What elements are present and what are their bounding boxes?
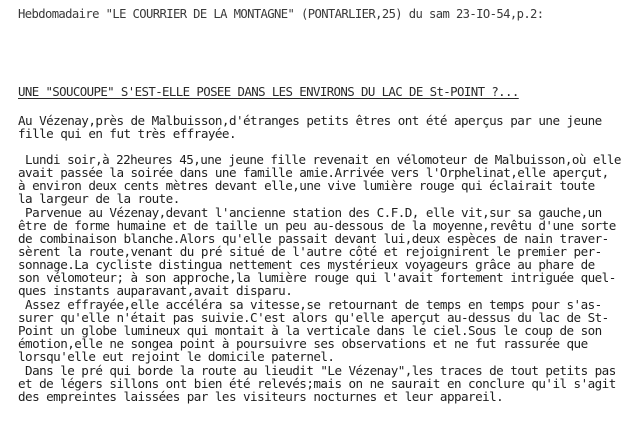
article-title: UNE "SOUCOUPE" S'EST-ELLE POSEE DANS LES ENVIRONS DU LAC DE St-POINT ?... [18,84,519,99]
article-line: ques instants auparavant,avait disparu. [18,283,293,298]
article-line: Dans le pré qui borde la route au lieudit "Le Vézenay",les traces de tout petits pas [18,363,616,378]
article-line: avait passée la soirée dans une famille amie.Arrivée vers l'Orphelinat,elle aperçut, [18,165,609,180]
document-header: Hebdomadaire "LE COURRIER DE LA MONTAGNE" (PONTARLIER,25) du sam 23-IO-54,p.2: [18,7,544,21]
article-line: son vélomoteur; à son approche,la lumière rouge qui l'avait fortement intriguée quel- [18,270,616,285]
article-line: à environ deux cents mètres devant elle,une vive lumière rouge qui éclairait toute [18,178,595,193]
article-line: fille qui en fut très effrayée. [18,126,236,141]
article-line: Parvenue au Vézenay,devant l'ancienne station des C.F.D, elle vit,sur sa gauche,un [18,205,602,220]
article-line: sèrent la route,venant du pré situé de l'autre côté et rejoignirent le premier per- [18,244,602,259]
article-line: Au Vézenay,près de Malbuisson,d'étranges petits êtres ont été aperçus par une jeune [18,113,602,128]
article-line: surer qu'elle n'était pas suivie.C'est alors qu'elle aperçut au-dessus du lac de St- [18,310,609,325]
article-line: la largeur de la route. [18,191,180,206]
article-line: Lundi soir,à 22heures 45,une jeune fille revenait en vélomoteur de Malbuisson,où elle [18,152,621,167]
article-line: des empreintes laissées par les visiteurs nocturnes et leur appareil. [18,389,504,404]
article-line: de combinaison blanche.Alors qu'elle passait devant lui,deux espèces de nain traver- [18,231,609,246]
article-line: Point un globe lumineux qui montait à la verticale dans le ciel.Sous le coup de son [18,323,602,338]
article-line: sonnage.La cycliste distingua nettement ces mystérieux voyageurs grâce au phare de [18,257,595,272]
article-line: et de légers sillons ont bien été relevés;mais on ne saurait en conclure qu'il s'agit [18,376,616,391]
article-line: lorsqu'elle eut rejoint le domicile paternel. [18,349,335,364]
article-line: Assez effrayée,elle accéléra sa vitesse,se retournant de temps en temps pour s'as- [18,297,602,312]
article-line: être de forme humaine et de taille un peu au-dessous de la moyenne,revêtu d'une sorte [18,218,616,233]
article-line: émotion,elle ne songea point à poursuivre ses observations et ne fut rassurée que [18,336,588,351]
